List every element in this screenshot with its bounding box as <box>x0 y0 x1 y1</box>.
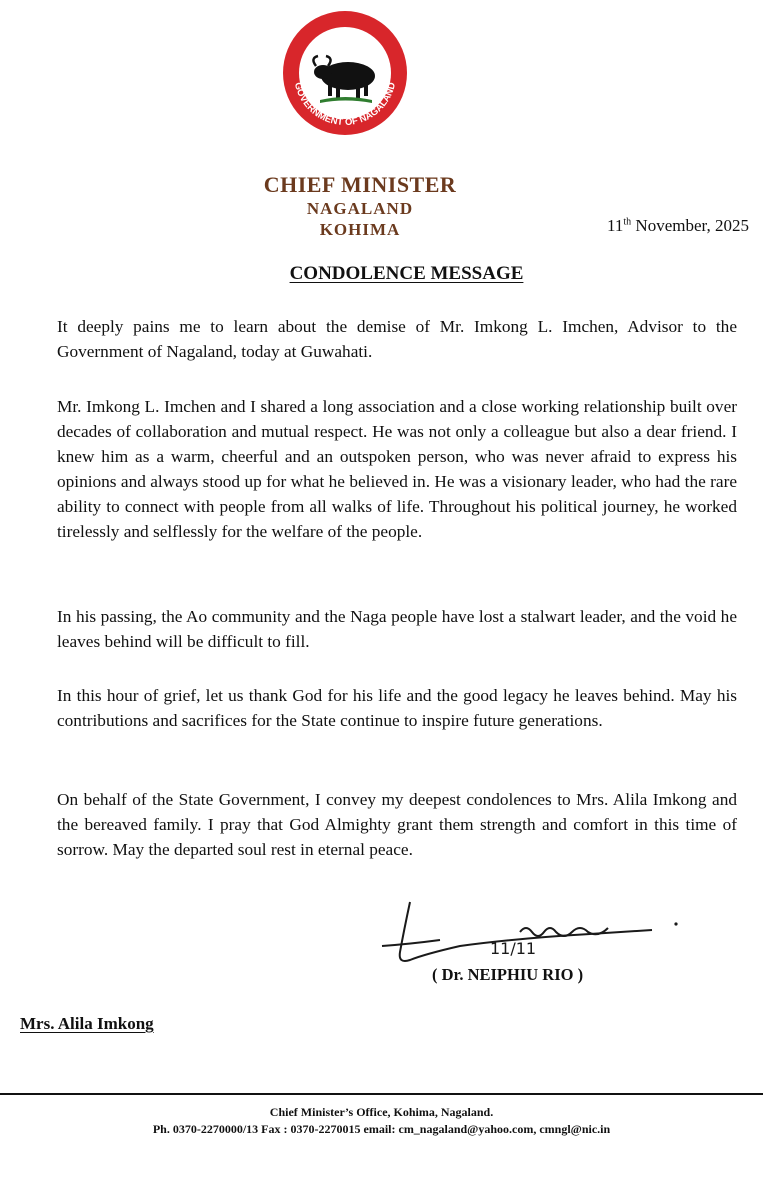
government-seal <box>280 8 410 138</box>
paragraph-1: It deeply pains me to learn about the demise of Mr. Imkong L. Imchen, Advisor to the Government of Nagaland, today at Guwahati. <box>57 317 737 361</box>
footer-office: Chief Minister’s Office, Kohima, Nagaland. <box>269 1105 494 1119</box>
paragraph-2: Mr. Imkong L. Imchen and I shared a long association and a close working relationship built over decades of collaboration and mutual respect. He was not only a colleague but also a dear friend. I knew him as a warm, cheerful and an outspoken person, who was never afraid to express his opinions and always stood up for what he believed in. He was a visionary leader, who had the rare ability to connect with people from all walks of life. Throughout his political journey, he worked tirelessly and selflessly for the welfare of the people. <box>57 397 737 541</box>
subject-heading: CONDOLENCE MESSAGE <box>289 263 524 284</box>
footer-divider <box>0 1093 763 1095</box>
paragraph-5: On behalf of the State Government, I convey my deepest condolences to Mrs. Alila Imkong and the bereaved family. I pray that God Almighty grant them strength and comfort in this time of sorrow. May the departed soul rest in eternal peace. <box>57 790 737 859</box>
header-state: NAGALAND <box>306 199 414 218</box>
paragraph-4: In this hour of grief, let us thank God for his life and the good legacy he leaves behind. May his contributions and sacrifices for the State continue to inspire future generations. <box>57 686 737 730</box>
footer-contact: Ph. 0370-2270000/13 Fax : 0370-2270015 email: cm_nagaland@yahoo.com, cmngl@nic.in <box>152 1122 611 1136</box>
signature-date: 11/11 <box>490 939 537 958</box>
seal-top-text: UNITY <box>329 26 361 40</box>
paragraph-3: In his passing, the Ao community and the Naga people have lost a stalwart leader, and the void he leaves behind will be difficult to fill. <box>57 607 737 651</box>
header-city: KOHIMA <box>319 220 401 239</box>
signer-name: ( Dr. NEIPHIU RIO ) <box>432 965 584 984</box>
seal-ring-text: GOVERNMENT OF NAGALAND <box>291 81 399 129</box>
recipient-name: Mrs. Alila Imkong <box>20 1014 154 1033</box>
header-title: CHIEF MINISTER <box>263 172 457 197</box>
letter-date: 11th November, 2025 <box>607 216 749 235</box>
